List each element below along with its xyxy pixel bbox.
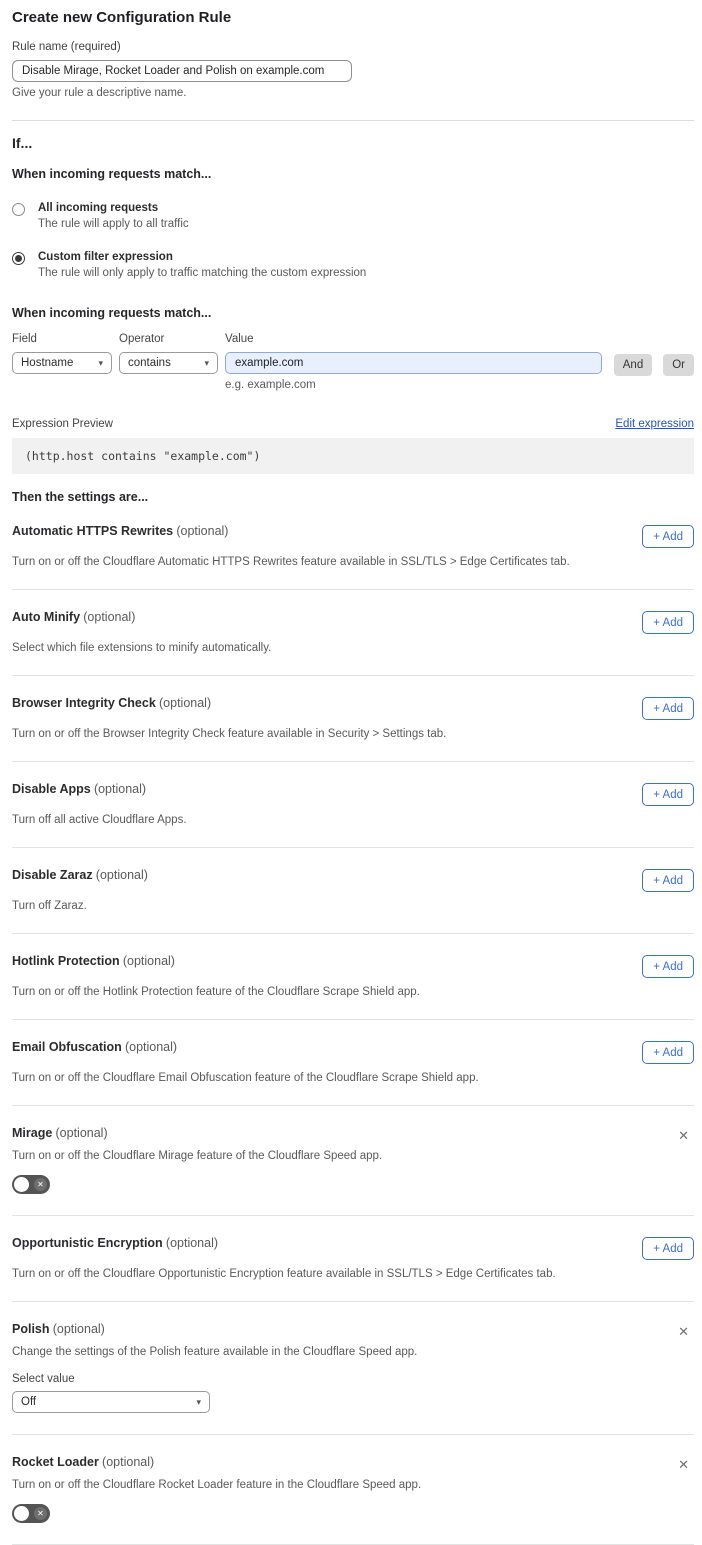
field-select-value: Hostname	[21, 357, 74, 369]
polish-value-select[interactable]	[12, 1391, 210, 1413]
optional-tag: (optional)	[165, 1236, 219, 1250]
or-button[interactable]: Or	[663, 354, 694, 376]
setting-opportunistic-encryption	[12, 1216, 694, 1302]
toggle-knob	[14, 1177, 29, 1192]
setting-title: Mirage	[12, 1126, 53, 1140]
value-input[interactable]	[225, 352, 602, 374]
radio-label: All incoming requests	[38, 202, 159, 214]
operator-select[interactable]	[119, 352, 218, 374]
optional-tag: (optional)	[52, 1322, 105, 1336]
setting-description: Select which file extensions to minify automatically.	[12, 642, 272, 654]
close-icon[interactable]: ✕	[678, 1128, 689, 1143]
toggle-knob	[14, 1506, 29, 1521]
operator-label: Operator	[119, 333, 165, 345]
add-button[interactable]: + Add	[642, 525, 694, 548]
setting-description: Turn on or off the Hotlink Protection feature of the Cloudflare Scrape Shield app.	[12, 986, 420, 998]
setting-description: Turn on or off the Browser Integrity Check feature available in Security > Settings tab.	[12, 728, 447, 740]
close-icon[interactable]: ✕	[678, 1457, 689, 1472]
add-button[interactable]: + Add	[642, 1041, 694, 1064]
polish-select-value: Off	[21, 1396, 37, 1408]
page-title: Create new Configuration Rule	[12, 9, 232, 26]
and-button[interactable]: And	[614, 354, 652, 376]
add-button[interactable]: + Add	[642, 783, 694, 806]
match-type-radio-group	[12, 202, 694, 279]
optional-tag: (optional)	[55, 1126, 108, 1140]
setting-title: Opportunistic Encryption	[12, 1236, 163, 1250]
if-heading: If...	[12, 135, 33, 151]
radio-all-incoming-requests[interactable]	[12, 202, 694, 230]
radio-label: Custom filter expression	[38, 251, 173, 263]
rule-name-label: Rule name (required)	[12, 41, 121, 53]
radio-description: The rule will only apply to traffic matching the custom expression	[38, 267, 367, 279]
optional-tag: (optional)	[93, 782, 147, 796]
close-icon[interactable]: ✕	[678, 1324, 689, 1339]
add-button[interactable]: + Add	[642, 1237, 694, 1260]
setting-description: Turn off all active Cloudflare Apps.	[12, 814, 187, 826]
setting-title: Hotlink Protection	[12, 954, 120, 968]
field-select[interactable]	[12, 352, 112, 374]
setting-description: Turn on or off the Cloudflare Rocket Loader feature in the Cloudflare Speed app.	[12, 1479, 422, 1491]
then-settings-heading: Then the settings are...	[12, 490, 149, 504]
select-value-label: Select value	[12, 1373, 75, 1385]
optional-tag: (optional)	[95, 868, 148, 882]
radio-icon[interactable]	[12, 252, 25, 265]
setting-email-obfuscation	[12, 1020, 694, 1106]
incoming-requests-match-heading: When incoming requests match...	[12, 167, 212, 181]
radio-custom-filter-expression[interactable]	[12, 251, 694, 279]
expression-builder-row	[12, 333, 694, 391]
setting-title: Disable Zaraz	[12, 868, 93, 882]
chevron-down-icon: ▾	[98, 357, 103, 368]
optional-tag: (optional)	[176, 524, 229, 538]
toggle-off-icon: ✕	[34, 1178, 47, 1191]
setting-title: Rocket Loader	[12, 1455, 99, 1469]
setting-title: Browser Integrity Check	[12, 696, 156, 710]
toggle-off-icon: ✕	[34, 1507, 47, 1520]
setting-description: Turn on or off the Cloudflare Opportunistic Encryption feature available in SSL/TLS > Edge Certificates tab.	[12, 1268, 556, 1280]
setting-polish	[12, 1302, 694, 1435]
setting-mirage	[12, 1106, 694, 1216]
rule-name-helper: Give your rule a descriptive name.	[12, 87, 187, 99]
add-button[interactable]: + Add	[642, 611, 694, 634]
expression-preview-label: Expression Preview	[12, 418, 113, 430]
expression-preview-code: (http.host contains "example.com")	[12, 438, 694, 474]
mirage-toggle-off[interactable]	[12, 1175, 50, 1194]
settings-list	[12, 504, 694, 1545]
rocket-loader-toggle-off[interactable]	[12, 1504, 50, 1523]
value-label: Value	[225, 333, 254, 345]
setting-title: Automatic HTTPS Rewrites	[12, 524, 174, 538]
setting-rocket-loader	[12, 1435, 694, 1545]
setting-description: Turn off Zaraz.	[12, 900, 87, 912]
add-button[interactable]: + Add	[642, 869, 694, 892]
chevron-down-icon: ▾	[196, 1396, 201, 1407]
setting-description: Turn on or off the Cloudflare Email Obfuscation feature of the Cloudflare Scrape Shield app.	[12, 1072, 479, 1084]
rule-name-input[interactable]	[12, 60, 352, 82]
setting-disable-apps	[12, 762, 694, 848]
optional-tag: (optional)	[159, 696, 212, 710]
setting-auto-minify	[12, 590, 694, 676]
setting-description: Turn on or off the Cloudflare Mirage feature of the Cloudflare Speed app.	[12, 1150, 383, 1162]
optional-tag: (optional)	[124, 1040, 178, 1054]
radio-description: The rule will apply to all traffic	[38, 218, 189, 230]
setting-title: Auto Minify	[12, 610, 81, 624]
optional-tag: (optional)	[83, 610, 136, 624]
setting-description: Turn on or off the Cloudflare Automatic HTTPS Rewrites feature available in SSL/TLS > Edge Certificates tab.	[12, 556, 570, 568]
edit-expression-link[interactable]: Edit expression	[615, 418, 694, 430]
add-button[interactable]: + Add	[642, 697, 694, 720]
setting-disable-zaraz	[12, 848, 694, 934]
setting-description: Change the settings of the Polish feature available in the Cloudflare Speed app.	[12, 1346, 418, 1358]
add-button[interactable]: + Add	[642, 955, 694, 978]
setting-browser-integrity-check	[12, 676, 694, 762]
setting-hotlink-protection	[12, 934, 694, 1020]
setting-title: Disable Apps	[12, 782, 91, 796]
optional-tag: (optional)	[102, 1455, 155, 1469]
value-helper: e.g. example.com	[225, 379, 316, 391]
field-label: Field	[12, 333, 37, 345]
setting-title: Polish	[12, 1322, 50, 1336]
divider	[12, 120, 694, 121]
setting-automatic-https-rewrites	[12, 504, 694, 590]
expression-builder-heading: When incoming requests match...	[12, 306, 212, 320]
radio-icon[interactable]	[12, 203, 25, 216]
chevron-down-icon: ▾	[204, 357, 209, 368]
setting-title: Email Obfuscation	[12, 1040, 122, 1054]
optional-tag: (optional)	[122, 954, 175, 968]
operator-select-value: contains	[128, 357, 171, 369]
